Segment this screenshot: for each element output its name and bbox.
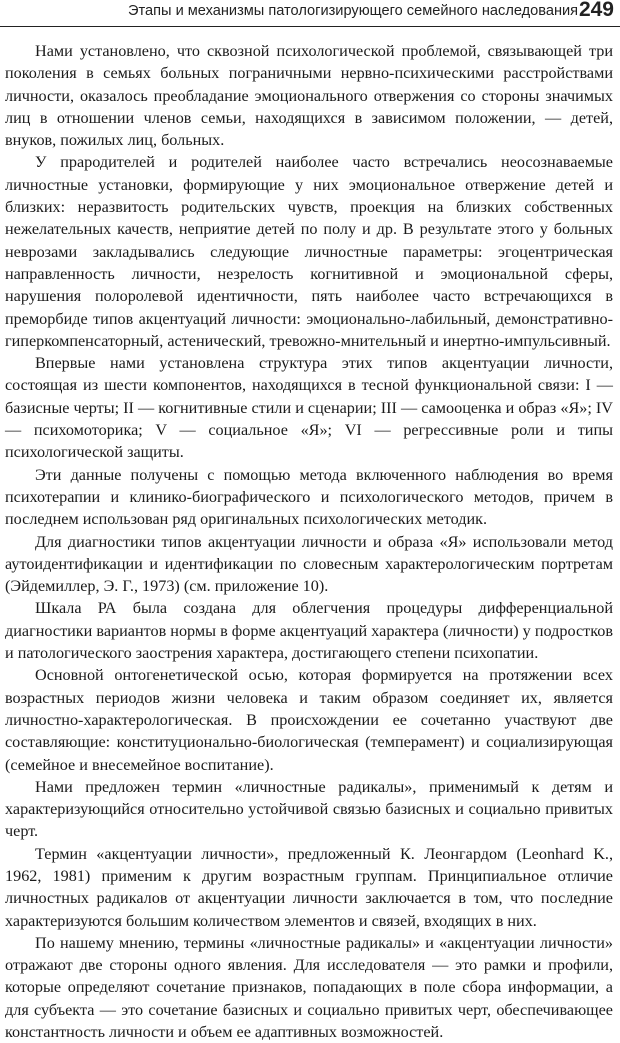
paragraph: Впервые нами установлена структура этих типов акцентуации личности, состоящая из шести компонентов, находящихся в тесной функциональной связи: I — базисные черты; II — когнитивные стили и сценарии; III — самооценка и образ «Я»; IV — психомоторика; V — социальное «Я»; VI — регрессивные роли и типы психологической защиты. bbox=[5, 354, 613, 462]
paragraph: Нами предложен термин «личностные радикалы», применимый к детям и характеризующийся относительно устойчивой связью базисных и социально привитых черт. bbox=[5, 777, 613, 841]
paragraph: Основной онтогенетической осью, которая формируется на протяжении всех возрастных периодов жизни человека и таким образом соединяет их, является личностно-характерологическая. В происхождении ее сочетанно участвуют две составляющие: конституционально-биологическая (темперамент) и социализирующая (семейное и внесемейное воспитание). bbox=[5, 666, 613, 774]
paragraph: Термин «акцентуации личности», предложенный К. Леонгардом (Leonhard K., 1962, 1981) применим к другим возрастным группам. Принципиальное отличие личностных радикалов от акцентуации личности заключается в том, что последние характеризуются большим количеством элементов и связей, входящих в них. bbox=[5, 844, 613, 930]
paragraph: По нашему мнению, термины «личностные радикалы» и «акцентуации личности» отражают две стороны одного явления. Для исследователя — это рамки и профили, которые определяют сочетание признаков, попадающих в поле сбора информации, а для субъекта — это сочетание базисных и социально привитых черт, обеспечивающее константность личности и объем ее адаптивных возможностей. bbox=[5, 933, 613, 1042]
paragraph: У прародителей и родителей наиболее часто встречались неосознаваемые личностные установки, формирующие у них эмоциональное отвержение детей и близких: неразвитость родительских чувств, проекция на близких собственных нежелательных качеств, неприятие детей по полу и др. В результате этого у больных неврозами закладывались следующие личностные параметры: эгоцентрическая направленность личности, незрелость когнитивной и эмоциональной сферы, нарушения полоролевой идентичности, пять наиболее часто встречающихся в преморбиде типов акцентуаций личности: эмоционально-лабильный, демонстративно-гиперкомпенсаторный, астенический, тревожно-мнительный и инертно-импульсивный. bbox=[5, 153, 613, 350]
paragraph: Для диагностики типов акцентуации личности и образа «Я» использовали метод аутоидентификации и идентификации по словесным характерологическим портретам (Эйдемиллер, Э. Г., 1973) (см. приложение 10). bbox=[5, 532, 613, 596]
page-number: 249 bbox=[578, 0, 614, 21]
paragraph: Эти данные получены с помощью метода включенного наблюдения во время психотерапии и клинико-биографического и психологического методов, причем в последнем использован ряд оригинальных психологических методик. bbox=[5, 465, 613, 529]
running-header bbox=[0, 0, 620, 27]
paragraph: Шкала РА была создана для облегчения процедуры дифференциальной диагностики вариантов нормы в форме акцентуаций характера (личности) у подростков и патологического заострения характера, достигающего степени психопатии. bbox=[5, 599, 613, 663]
running-title: Этапы и механизмы патологизирующего семейного наследования bbox=[128, 3, 579, 19]
paragraph: Нами установлено, что сквозной психологической проблемой, связывающей три поколения в семьях больных пограничными нервно-психическими расстройствами личности, оказалось преобладание эмоционального отвержения со стороны значимых лиц в отношении членов семьи, находящихся в зависимом положении, — детей, внуков, пожилых лиц, больных. bbox=[5, 42, 613, 150]
body-text bbox=[5, 40, 613, 1043]
